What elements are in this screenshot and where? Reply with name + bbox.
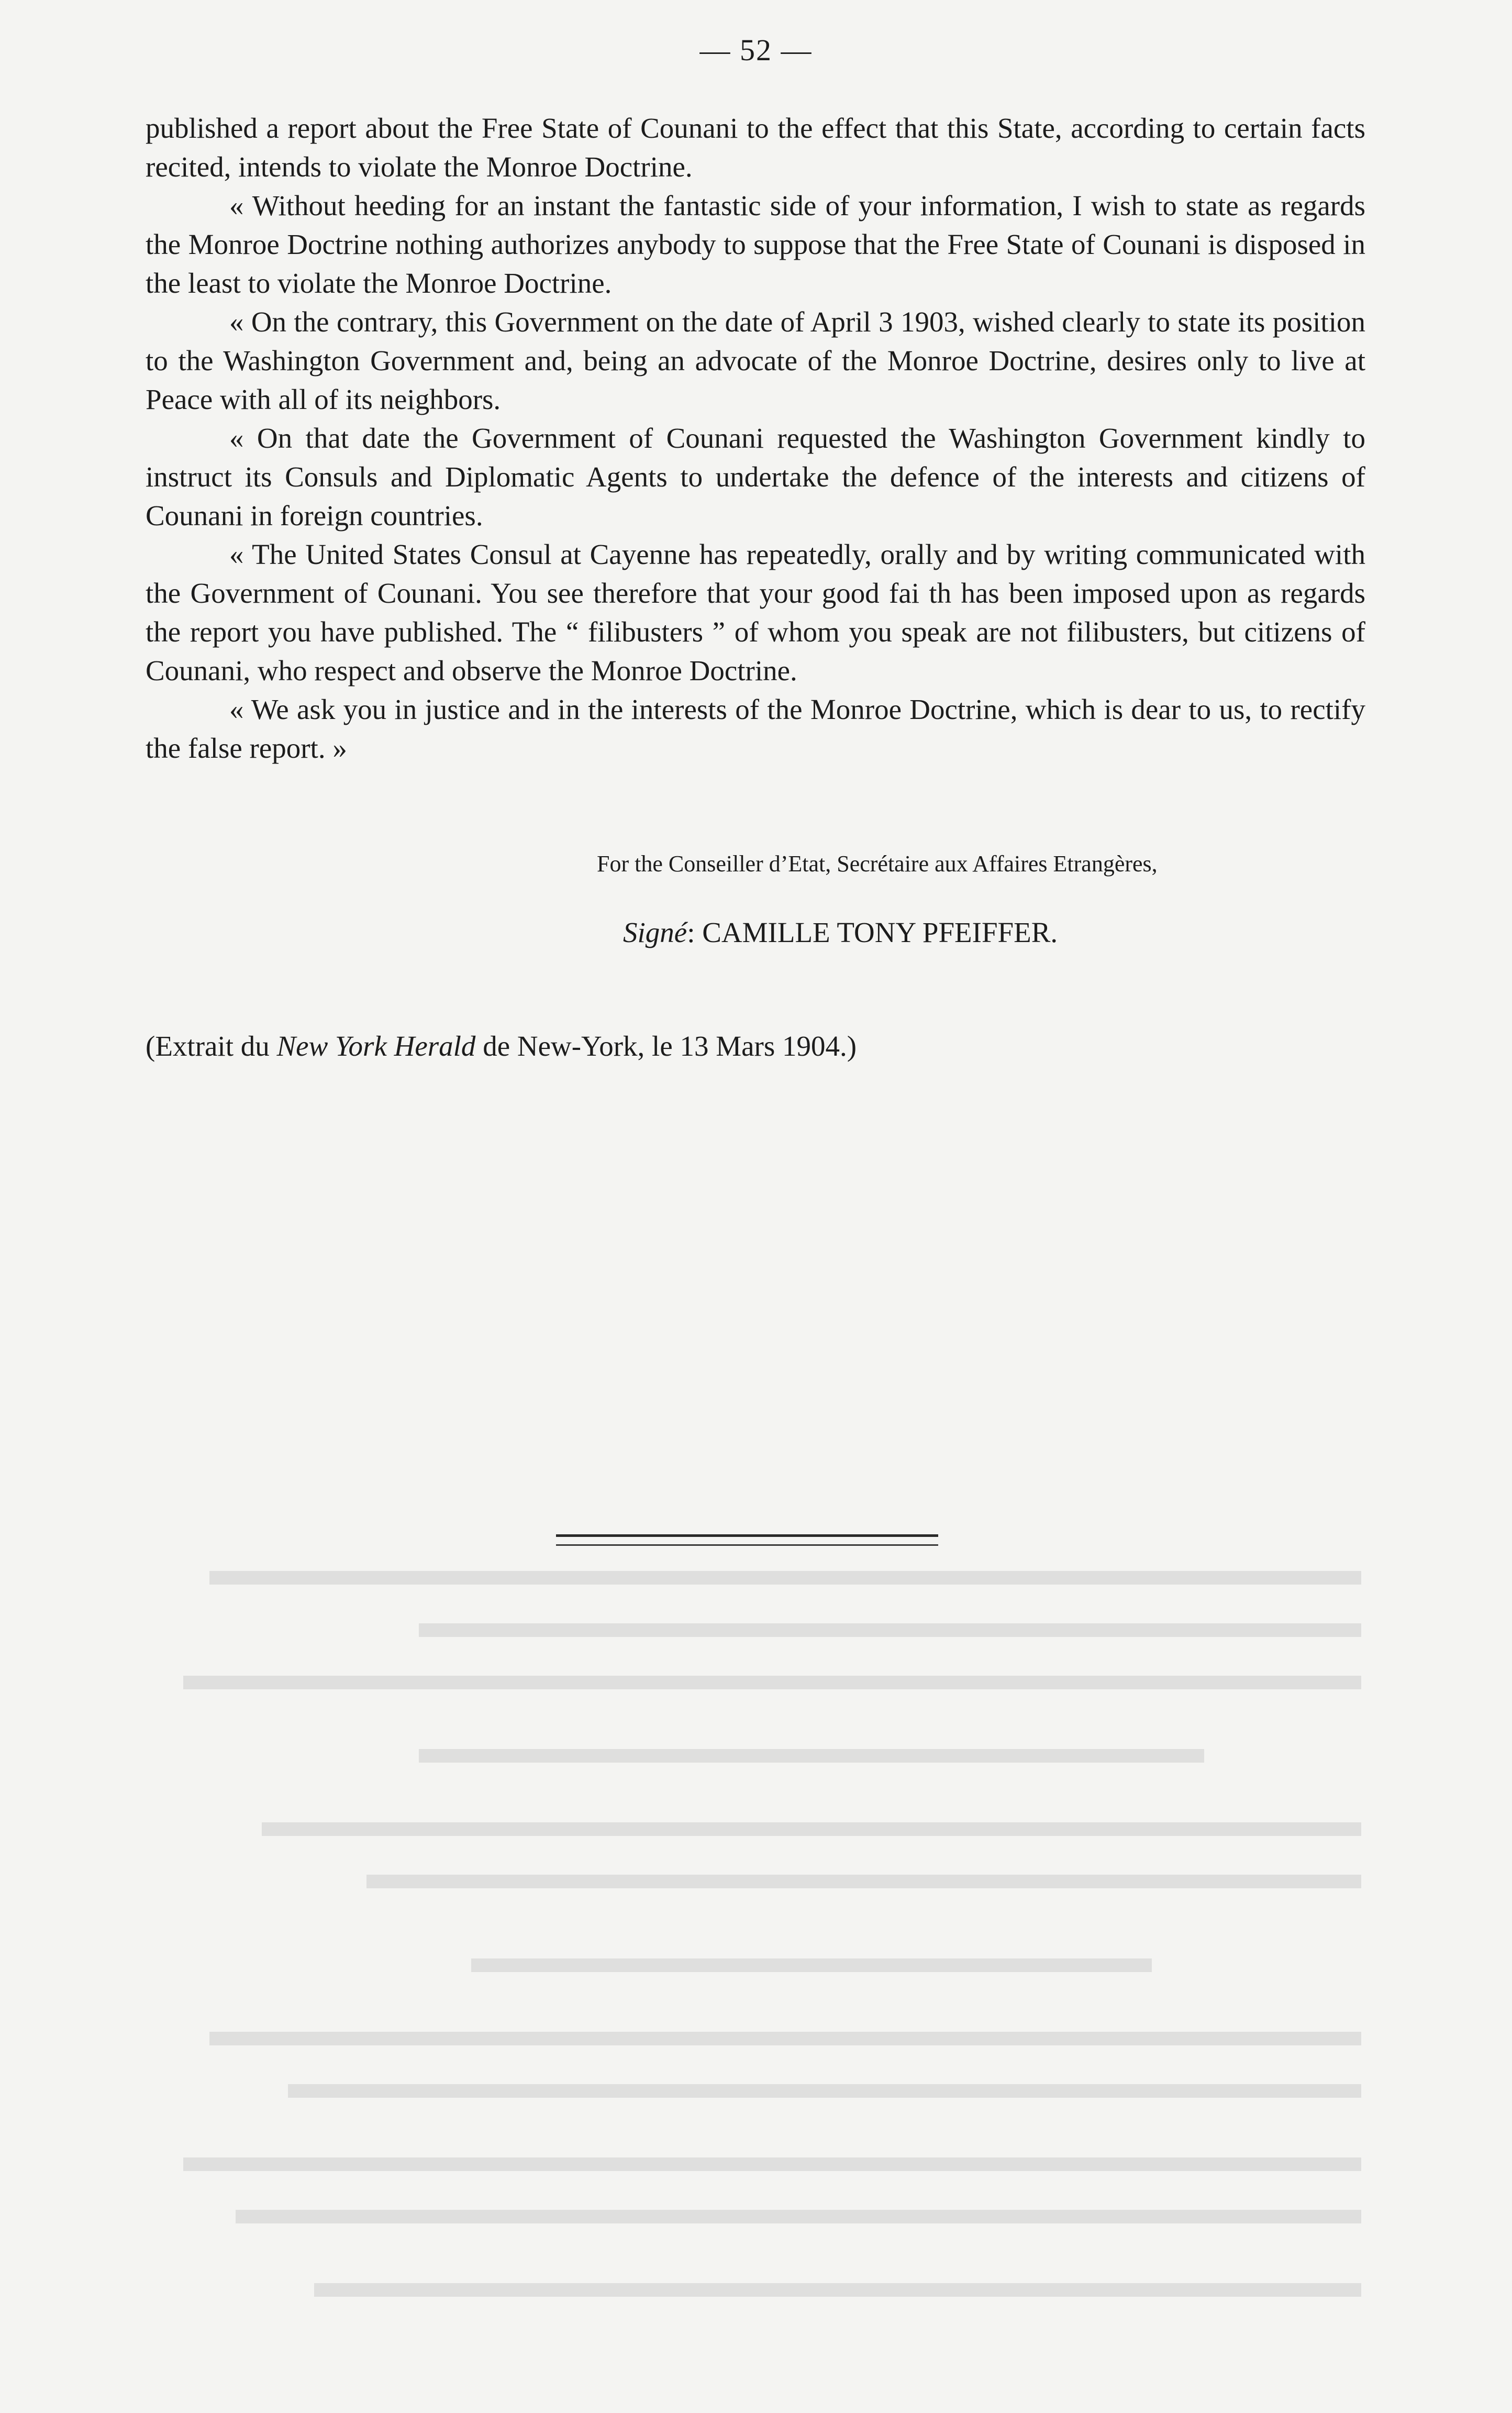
signature-block	[623, 914, 1058, 951]
paragraph: « On the contrary, this Government on the date of April 3 1903, wished clearly to state its position to the Washington Government and, being an advocate of the Monroe Doctrine, desires only to live at Peace with all of its neighbors.	[146, 306, 1365, 415]
paragraph: « The United States Consul at Cayenne has repeatedly, orally and by writing communicated with the Government of Counani. You see therefore that your good fai th has been imposed upon as regards the report you have published. The “ filibusters ” of whom you speak are not filibusters, but citizens of Counani, who respect and observe the Monroe Doctrine.	[146, 538, 1365, 687]
source-suffix: de New-York, le 13 Mars 1904.)	[475, 1030, 857, 1062]
newspaper-name: New York Herald	[276, 1030, 476, 1062]
signed-label: Signé	[623, 916, 687, 948]
paragraph: « We ask you in justice and in the interests of the Monroe Doctrine, which is dear to us, to rectify the false report. »	[146, 693, 1365, 764]
letter-body	[146, 109, 1365, 768]
source-citation	[146, 1027, 857, 1065]
paragraph: « Without heeding for an instant the fantastic side of your information, I wish to state as regards the Monroe Doctrine nothing authorizes anybody to suppose that the Free State of Counani is disposed in the least to violate the Monroe Doctrine.	[146, 190, 1365, 299]
show-through-texture	[157, 1550, 1361, 2335]
signed-name: : CAMILLE TONY PFEIFFER.	[687, 916, 1058, 948]
paragraph: « On that date the Government of Counani requested the Washington Government kindly to instruct its Consuls and Diplomatic Agents to undertake the defence of the interests and citizens of Counani in foreign countries.	[146, 422, 1365, 532]
signature-title: For the Conseiller d’Etat, Secrétaire aux Affaires Etrangères,	[597, 851, 1158, 877]
section-divider	[556, 1534, 938, 1546]
source-prefix: (Extrait du	[146, 1030, 277, 1062]
paragraph-continuation: published a report about the Free State of Counani to the effect that this State, according to certain facts recited, intends to violate the Monroe Doctrine.	[146, 112, 1365, 183]
page-number: — 52 —	[699, 33, 813, 67]
reverse-page-show-through	[157, 1550, 1361, 2335]
